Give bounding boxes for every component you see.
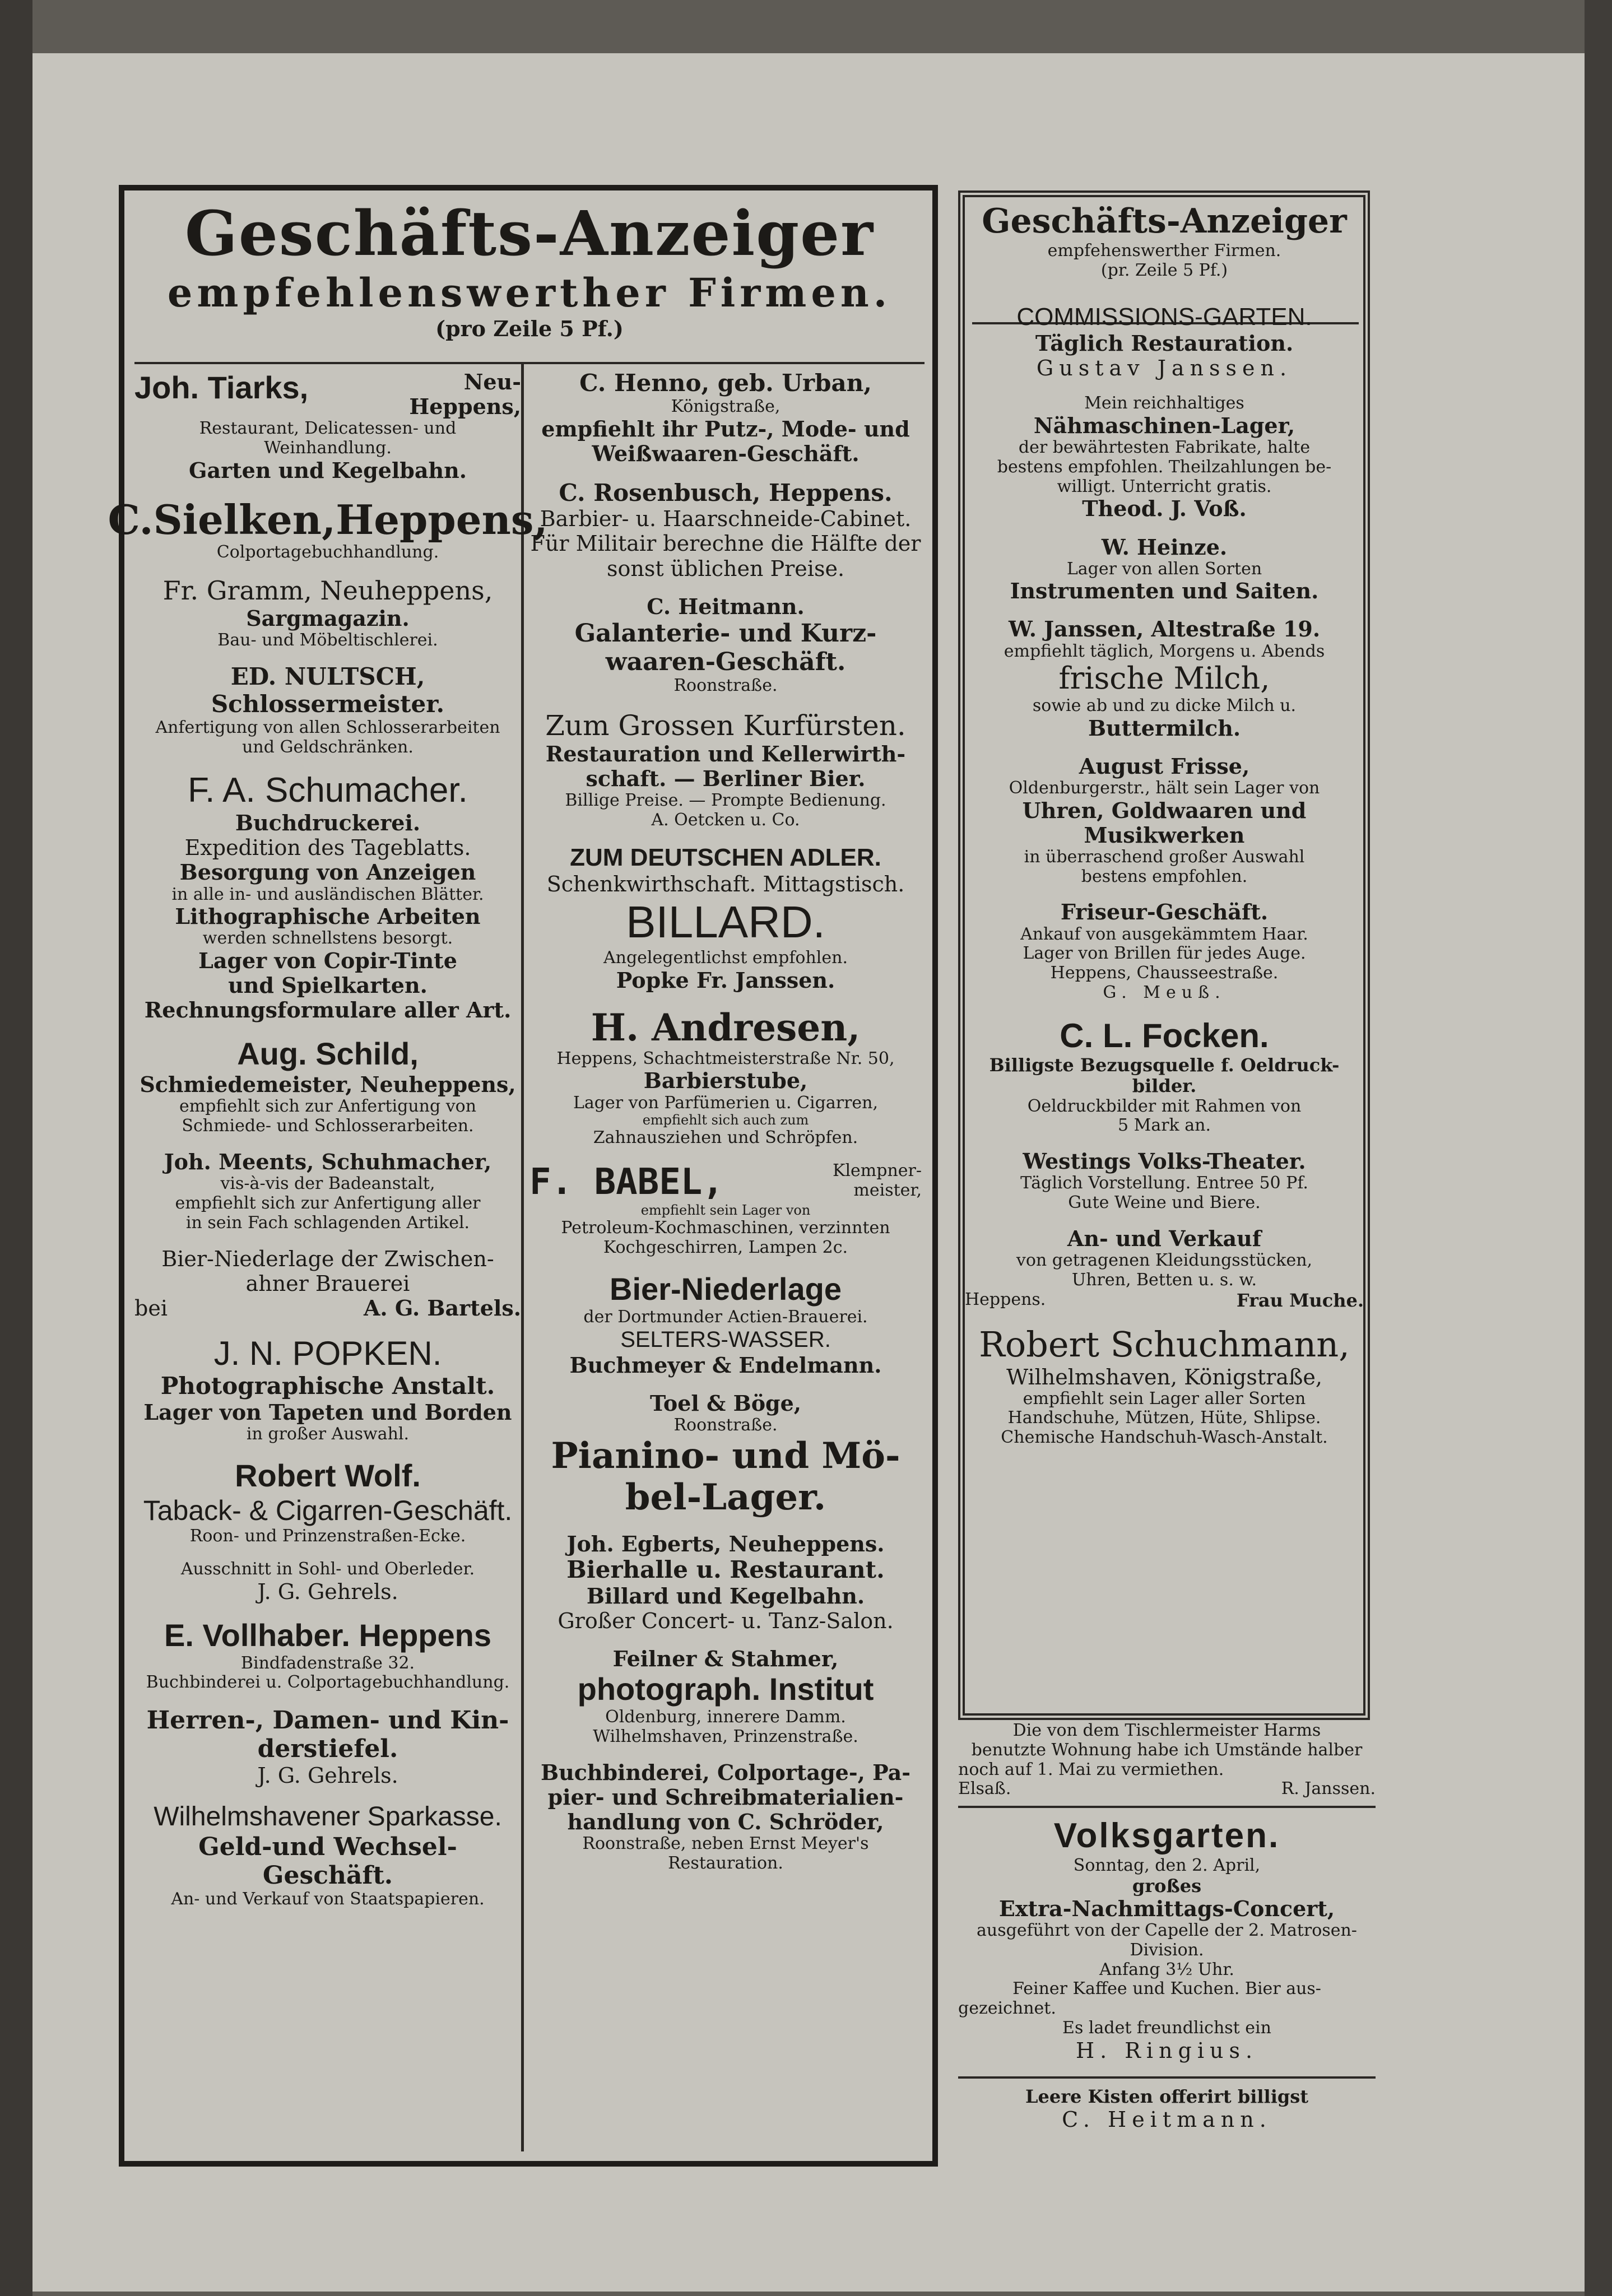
ad-line: Oeldruckbilder mit Rahmen von — [1027, 1096, 1302, 1116]
ad-line: Billige Preise. — Prompte Bedienung. — [565, 790, 886, 810]
ad-line: empfiehlt sich zur Anfertigung von — [179, 1096, 477, 1117]
ad-line: Ankauf von ausgekämmtem Haar. — [1020, 924, 1308, 944]
ad-wohnung — [958, 1721, 1376, 1799]
ad-line: Galanterie- und Kurz- — [574, 619, 877, 648]
ad-line: bilder. — [1132, 1075, 1197, 1097]
ad-title: F. A. Schumacher. — [188, 771, 468, 810]
ad-line: Lager von Brillen für jedes Auge. — [1023, 944, 1306, 964]
divider — [958, 1806, 1376, 1808]
ad-line: frische Milch, — [1058, 661, 1270, 696]
ad-line: Chemische Handschuh-Wasch-Anstalt. — [1001, 1428, 1328, 1448]
ad-line: Restaurant, Delicatessen- und — [199, 419, 457, 439]
ad-title: Buchbinderei, Colportage-, Pa- — [540, 1759, 911, 1785]
ad-line: empfiehlt sein Lager aller Sorten — [1023, 1388, 1306, 1409]
ad-line: Handschuhe, Mützen, Hüte, Shlipse. — [1007, 1408, 1321, 1428]
ad-title: Friseur-Geschäft. — [1060, 899, 1269, 925]
ad-line: Anfang 3½ Uhr. — [1099, 1959, 1234, 1979]
right-header-price: (pr. Zeile 5 Pf.) — [1100, 261, 1228, 280]
ad-line: A. Oetcken u. Co. — [651, 810, 800, 830]
ad-line: waaren-Geschäft. — [605, 647, 846, 676]
ad-line: der Dortmunder Actien-Brauerei. — [583, 1307, 868, 1327]
ad-line: G. Meuß. — [1103, 982, 1226, 1002]
ad-line: BILLARD. — [626, 897, 825, 947]
ad-line: Täglich Vorstellung. Entree 50 Pf. — [1020, 1173, 1308, 1193]
ad-line: empfiehlt täglich, Morgens u. Abends — [1004, 641, 1325, 661]
ad-title: W. Heinze. — [1101, 534, 1228, 560]
ad-sparkasse — [134, 1801, 521, 1909]
right-column — [965, 202, 1364, 1461]
ad-heinze — [965, 535, 1364, 604]
ad-title: ED. NULTSCH, Schlossermeister. — [211, 663, 445, 718]
ad-line: Feiner Kaffee und Kuchen. Bier aus- — [1012, 1979, 1321, 1999]
ad-line: Klempner- — [833, 1160, 922, 1180]
ad-line: werden schnellstens besorgt. — [202, 928, 453, 949]
ad-schroeder — [529, 1760, 922, 1874]
ad-line: Weinhandlung. — [264, 438, 392, 458]
ad-line: pier- und Schreibmaterialien- — [547, 1784, 904, 1810]
ad-line: willigt. Unterricht gratis. — [1057, 476, 1272, 496]
ad-line: Buttermilch. — [1088, 715, 1241, 741]
ad-vollhaber — [134, 1618, 521, 1693]
ad-line: bei — [134, 1295, 168, 1321]
ad-title: Ausschnitt in Sohl- und Oberleder. — [180, 1559, 475, 1579]
ad-line: derstiefel. — [257, 1735, 398, 1764]
ad-line: Extra-Nachmittags-Concert, — [998, 1896, 1335, 1921]
ad-line: schaft. — Berliner Bier. — [586, 765, 866, 791]
ad-line: Expedition des Tageblatts. — [184, 835, 471, 861]
ad-line: Colportagebuchhandlung. — [216, 542, 439, 563]
ad-line: großes — [1132, 1875, 1202, 1897]
ad-line: bestens empfohlen. Theilzahlungen be- — [997, 457, 1332, 477]
ad-line: und Spielkarten. — [228, 973, 428, 998]
ad-line: sowie ab und zu dicke Milch u. — [1032, 695, 1297, 715]
right-column-lower — [958, 1721, 1376, 2145]
ad-line: J. G. Gehrels. — [257, 1763, 398, 1788]
ad-friseur — [965, 900, 1364, 1002]
ad-line: empfiehlt sich zur Anfertigung aller — [175, 1193, 481, 1213]
ad-line: Roonstraße. — [673, 675, 778, 695]
ad-title: Mein reichhaltiges — [1084, 393, 1244, 413]
ad-commissions-garten — [965, 303, 1364, 380]
ad-line: Schmiede- und Schlosserarbeiten. — [182, 1116, 474, 1136]
ad-tiarks — [134, 370, 521, 483]
ad-line: Division. — [1130, 1940, 1204, 1960]
ad-column-1 — [108, 369, 548, 1923]
ad-line: Großer Concert- u. Tanz-Salon. — [558, 1609, 894, 1634]
ad-line: Barbier- u. Haarschneide-Cabinet. — [540, 506, 912, 532]
left-header-subtitle: empfehlenswerther Firmen. — [167, 269, 892, 316]
ad-volksgarten — [958, 1816, 1376, 2063]
ad-line: in überraschend großer Auswahl — [1024, 847, 1305, 867]
ad-line: ahner Brauerei — [245, 1271, 410, 1296]
ad-line: Photographische Anstalt. — [160, 1372, 495, 1400]
ad-nultsch — [134, 663, 521, 757]
ad-title: C. L. Focken. — [1060, 1016, 1269, 1054]
ad-rosenbusch — [529, 480, 922, 581]
ad-line: Bindfadenstraße 32. — [240, 1653, 415, 1673]
ad-schild — [134, 1036, 521, 1136]
ad-line: Barbierstube, — [643, 1068, 808, 1094]
right-header-subtitle: empfehenswerther Firmen. — [1047, 241, 1281, 261]
ad-gehrels-boots — [134, 1706, 521, 1788]
ad-line: Oldenburg, innerere Damm. — [605, 1707, 846, 1727]
book-spine — [0, 0, 32, 2296]
ad-line: Roonstraße. — [673, 1415, 778, 1435]
ad-title: Joh. Egberts, Neuheppens. — [566, 1531, 885, 1557]
ad-line: Angelegentlichst empfohlen. — [603, 948, 848, 968]
ad-line: Heppens, — [409, 394, 521, 420]
ad-line: Zahnausziehen und Schröpfen. — [593, 1128, 858, 1148]
ad-line: Es ladet freundlichst ein — [1062, 2018, 1271, 2038]
ad-title: Bier-Niederlage der Zwischen- — [161, 1246, 494, 1271]
ad-line: Wilhelmshaven, Prinzenstraße. — [593, 1726, 858, 1746]
ad-toel-boege — [529, 1391, 922, 1518]
ad-line: Petroleum-Kochmaschinen, verzinnten — [561, 1218, 890, 1238]
ad-line: Nähmaschinen-Lager, — [1033, 412, 1295, 438]
ad-babel — [529, 1161, 922, 1258]
ad-title: Leere Kisten offerirt billigst — [1025, 2085, 1309, 2107]
ad-schumacher — [134, 770, 521, 1022]
ad-title: C. Rosenbusch, Heppens. — [559, 478, 893, 506]
ad-line: gezeichnet. — [958, 1998, 1056, 2019]
ad-title: F. BABEL, — [529, 1161, 724, 1203]
ad-schuchmann — [965, 1324, 1364, 1448]
ad-line: bel-Lager. — [625, 1476, 826, 1518]
ad-title: August Frisse, — [1079, 753, 1250, 779]
ad-bier-niederlage — [529, 1271, 922, 1378]
ad-an-verkauf — [965, 1226, 1364, 1311]
ad-title: Westings Volks-Theater. — [1023, 1149, 1306, 1174]
ad-line: Bierhalle u. Restaurant. — [566, 1556, 885, 1584]
ad-feilner-stahmer — [529, 1647, 922, 1747]
ad-line: Instrumenten und Saiten. — [1010, 578, 1319, 604]
ad-line: Wilhelmshaven, Königstraße, — [1006, 1364, 1322, 1389]
ad-line: der bewährtesten Fabrikate, halte — [1018, 438, 1311, 458]
column-divider — [521, 364, 524, 2151]
ad-line: Taback- & Cigarren-Geschäft. — [143, 1494, 513, 1526]
ad-wolf — [134, 1458, 521, 1546]
ad-sielken — [108, 495, 548, 563]
ad-line: sonst üblichen Preise. — [606, 556, 845, 581]
ad-line: C. Heitmann. — [1062, 2107, 1272, 2132]
ad-line: Buchmeyer & Endelmann. — [569, 1352, 882, 1378]
ad-deutscher-adler — [529, 843, 922, 993]
ad-line: meister, — [853, 1180, 922, 1200]
ad-focken — [965, 1016, 1364, 1136]
ad-line: Lithographische Arbeiten — [175, 904, 481, 929]
ad-line: Roon- und Prinzenstraßen-Ecke. — [189, 1526, 466, 1546]
ad-line: Frau Muche. — [1236, 1289, 1364, 1311]
ad-henno — [529, 370, 922, 466]
ad-line: von getragenen Kleidungsstücken, — [1016, 1250, 1313, 1270]
ad-title: C. Henno, geb. Urban, — [579, 369, 872, 397]
ad-line: Kochgeschirren, Lampen 2c. — [603, 1237, 848, 1257]
ad-title: Herren-, Damen- und Kin- — [146, 1706, 509, 1735]
ad-egberts — [529, 1532, 922, 1633]
ad-line: Gute Weine und Biere. — [1068, 1193, 1261, 1213]
ad-line: A. G. Bartels. — [363, 1295, 521, 1321]
ad-line: empfiehlt sein Lager von — [640, 1202, 811, 1219]
ad-line: empfiehlt sich auch zum — [642, 1112, 809, 1128]
ad-line: Bau- und Möbeltischlerei. — [217, 630, 438, 650]
ad-line: handlung von C. Schröder, — [567, 1809, 884, 1834]
ad-line: ausgeführt von der Capelle der 2. Matrosen- — [977, 1921, 1357, 1941]
ad-line: Billigste Bezugsquelle f. Oeldruck- — [989, 1054, 1340, 1076]
ad-title: Wilhelmshavener Sparkasse. — [154, 1802, 502, 1832]
ad-title: Die von dem Tischlermeister Harms — [1012, 1721, 1321, 1740]
ad-line: Lager von Parfümerien u. Cigarren, — [573, 1093, 879, 1113]
ad-line: Restauration. — [668, 1853, 783, 1873]
ad-title: COMMISSIONS-GARTEN. — [1016, 303, 1312, 331]
ad-title: ZUM DEUTSCHEN ADLER. — [570, 844, 881, 872]
ad-gehrels-leather — [134, 1560, 521, 1604]
ad-vosz — [965, 394, 1364, 521]
ad-line: in großer Auswahl. — [246, 1424, 410, 1444]
ad-title: J. N. POPKEN. — [213, 1334, 442, 1372]
left-header — [132, 197, 927, 341]
ad-line: Oldenburgerstr., hält sein Lager von — [1009, 778, 1320, 798]
ad-title: Volksgarten. — [1053, 1816, 1280, 1856]
ad-line: Garten und Kegelbahn. — [189, 457, 467, 483]
ad-line: Heppens, Schachtmeisterstraße Nr. 50, — [556, 1048, 895, 1068]
divider — [958, 2076, 1376, 2079]
ad-line: Geld-und Wechsel-Geschäft. — [198, 1832, 457, 1890]
ad-title: An- und Verkauf — [1067, 1225, 1262, 1251]
ad-line: Buchbinderei u. Colportagebuchhandlung. — [146, 1672, 510, 1693]
ad-line: Gustav Janssen. — [1036, 356, 1293, 381]
ad-title: C.Sielken,Heppens, — [108, 495, 548, 543]
ad-line: Sonntag, den 2. April, — [1073, 1856, 1261, 1876]
page-edge — [1585, 0, 1612, 2296]
ad-line: Roonstraße, neben Ernst Meyer's — [582, 1833, 869, 1853]
ad-title: E. Vollhaber. Heppens — [164, 1617, 491, 1653]
ad-leere-kisten — [958, 2086, 1376, 2132]
ad-bartels — [134, 1247, 521, 1321]
ad-line: J. G. Gehrels. — [257, 1579, 398, 1604]
ad-title: Toel & Böge, — [649, 1390, 802, 1416]
ad-line: Uhren, Goldwaaren und — [1022, 797, 1307, 823]
ad-title: Aug. Schild, — [237, 1036, 419, 1072]
ad-line: Rechnungsformulare aller Art. — [144, 997, 512, 1023]
ad-line: Lager von Copir-Tinte — [198, 948, 457, 974]
ad-frisse — [965, 754, 1364, 887]
ad-line: Sargmagazin. — [246, 605, 410, 631]
right-header-title: Geschäfts-Anzeiger — [982, 202, 1347, 241]
ad-title: Joh. Meents, Schuhmacher, — [164, 1149, 492, 1175]
ad-line: 5 Mark an. — [1117, 1116, 1211, 1136]
ad-line: vis-à-vis der Badeanstalt, — [220, 1174, 435, 1194]
ad-title: Joh. Tiarks, — [134, 370, 309, 405]
ad-line: Lager von Tapeten und Borden — [143, 1400, 512, 1425]
ad-line: Königstraße, — [671, 396, 781, 416]
ad-line: Täglich Restauration. — [1035, 331, 1294, 356]
ad-column-2 — [529, 370, 922, 1887]
left-header-price: (pro Zeile 5 Pf.) — [435, 316, 624, 341]
ad-line: Restauration und Kellerwirth- — [545, 741, 906, 766]
ad-meents — [134, 1150, 521, 1233]
ad-heitmann-galanterie — [529, 594, 922, 696]
ad-line: SELTERS-WASSER. — [620, 1327, 831, 1352]
ad-title: H. Andresen, — [591, 1006, 861, 1050]
ad-line: benutzte Wohnung habe ich Umstände halber — [971, 1740, 1363, 1760]
ad-line: Uhren, Betten u. s. w. — [1071, 1270, 1257, 1290]
ad-line: und Geldschränken. — [242, 737, 414, 757]
ad-line: Weißwaaren-Geschäft. — [592, 440, 860, 466]
ad-janssen-milch — [965, 617, 1364, 740]
ad-andresen — [529, 1006, 922, 1148]
ad-line: An- und Verkauf von Staatspapieren. — [171, 1889, 485, 1909]
ad-line: Buchdruckerei. — [235, 810, 421, 836]
ad-gramm — [134, 576, 521, 650]
ad-line: Schenkwirthschaft. Mittagstisch. — [546, 872, 905, 897]
ad-line: Neu- — [463, 369, 521, 394]
ad-title: Fr. Gramm, Neuheppens, — [162, 575, 493, 606]
ad-line: Besorgung von Anzeigen — [179, 859, 476, 885]
ad-line: Theod. J. Voß. — [1082, 496, 1247, 522]
ad-line: Heppens, Chausseestraße. — [1050, 963, 1279, 983]
ad-line: Musikwerken — [1084, 822, 1245, 848]
ad-line: R. Janssen. — [1281, 1779, 1376, 1799]
ad-title: Robert Schuchmann, — [979, 1323, 1350, 1365]
ad-line: Schmiedemeister, Neuheppens, — [140, 1072, 516, 1098]
ad-line: Elsaß. — [958, 1779, 1011, 1799]
ad-line: bestens empfohlen. — [1081, 866, 1248, 886]
ad-title: Bier-Niederlage — [610, 1271, 842, 1307]
ad-line: Für Militair berechne die Hälfte der — [530, 531, 921, 556]
ad-title: Zum Grossen Kurfürsten. — [545, 709, 906, 742]
ad-line: photograph. Institut — [577, 1671, 874, 1707]
ad-line: Anfertigung von allen Schlosserarbeiten — [155, 717, 500, 737]
ad-title: C. Heitmann. — [647, 593, 805, 619]
ad-popken — [134, 1334, 521, 1444]
ad-line: Lager von allen Sorten — [1066, 559, 1262, 579]
ad-title: Feilner & Stahmer, — [612, 1646, 839, 1672]
ad-line: empfiehlt ihr Putz-, Mode- und — [541, 416, 910, 441]
ad-line: noch auf 1. Mai zu vermiethen. — [958, 1759, 1224, 1779]
ad-kurfuersten — [529, 709, 922, 830]
left-header-title: Geschäfts-Anzeiger — [184, 197, 875, 269]
ad-volks-theater — [965, 1149, 1364, 1213]
ad-line: Popke Fr. Janssen. — [616, 968, 835, 993]
ad-line: Heppens. — [965, 1289, 1046, 1309]
ad-line: H. Ringius. — [1075, 2038, 1258, 2063]
header-rule — [134, 362, 925, 364]
ad-line: Billard und Kegelbahn. — [586, 1583, 865, 1609]
ad-line: in alle in- und ausländischen Blätter. — [171, 884, 484, 904]
ad-title: Robert Wolf. — [235, 1457, 421, 1493]
ad-line: in sein Fach schlagenden Artikel. — [185, 1212, 470, 1233]
ad-title: W. Janssen, Altestraße 19. — [1008, 616, 1321, 642]
ad-line: Pianino- und Mö- — [551, 1434, 900, 1477]
